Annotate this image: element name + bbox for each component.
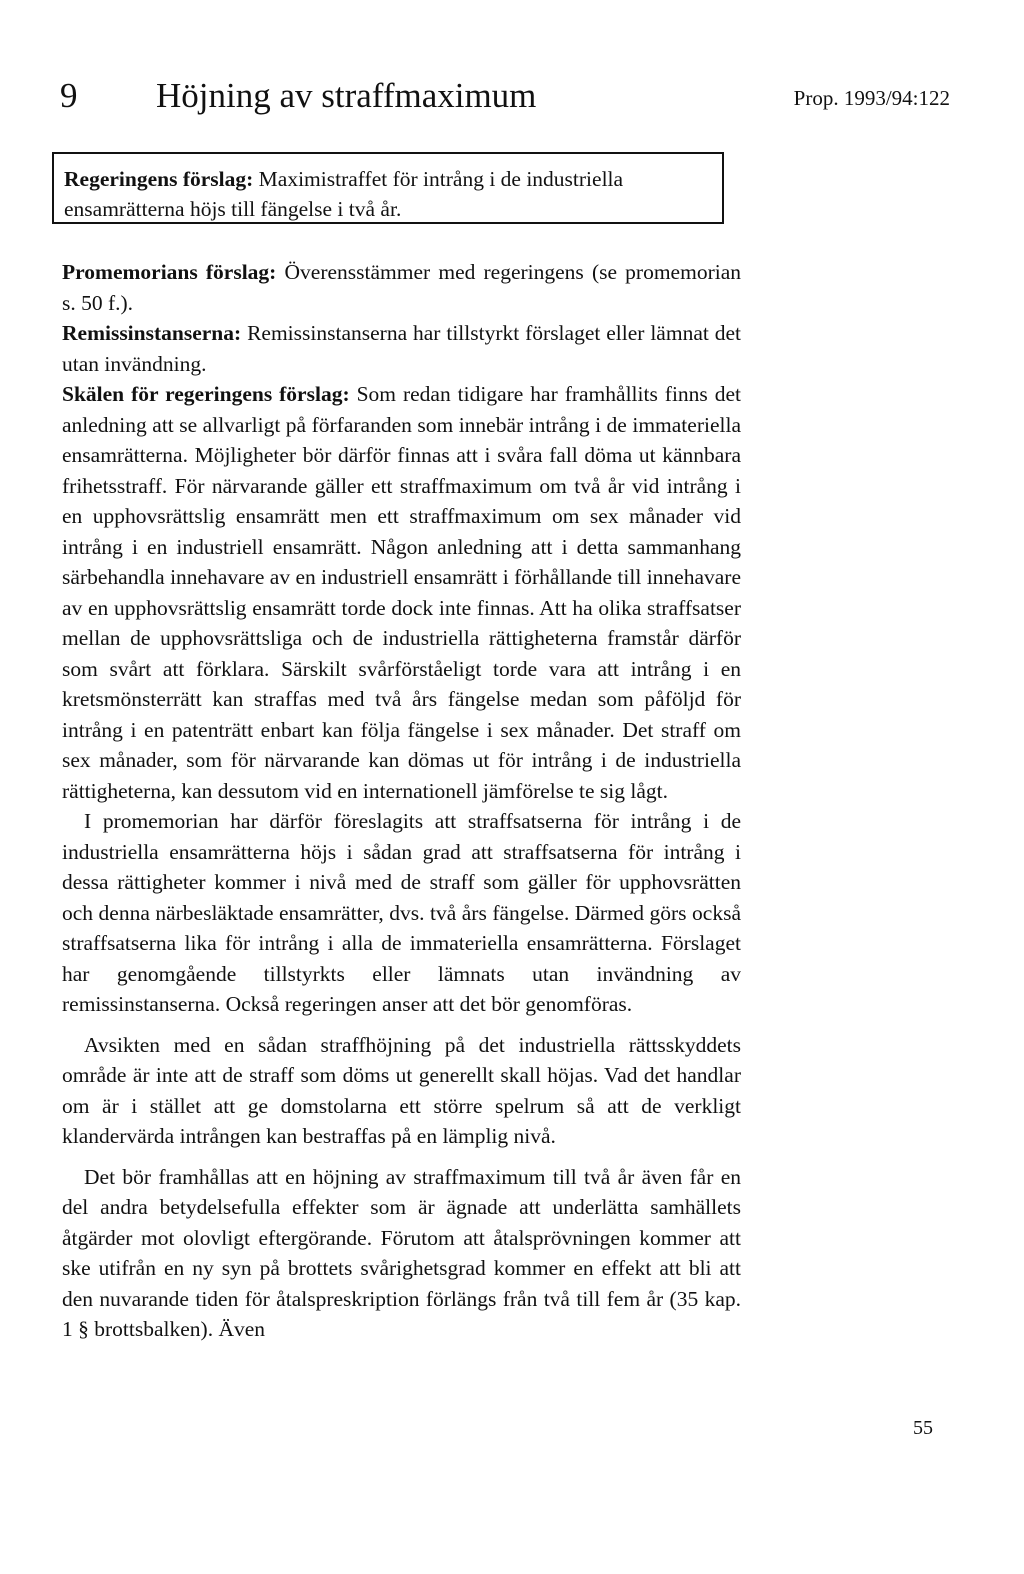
paragraph-avsikten — [62, 1030, 741, 1152]
paragraph-lead: Promemorians förslag: — [62, 260, 277, 284]
chapter-number: 9 — [60, 76, 78, 115]
paragraph-remissinstanser — [62, 318, 741, 379]
paragraph-effekter — [62, 1162, 741, 1345]
paragraph-lead: Remissinstanserna: — [62, 321, 242, 345]
box-lead: Regeringens förslag: — [64, 167, 254, 191]
paragraph-text: I promemorian har därför föreslagits att straffsatserna för intrång i de industriella ensamrätterna höjs i sådan grad att straffsatserna för intrång i dessa rättigheter kommer i nivå med de straff som gäller för upphovsrätten och denna närbesläktade ensamrätter, dvs. två års fängelse. Därmed görs också straffsatserna lika för intrång i alla de immateriella ensamrätterna. Förslaget har genomgående tillstyrkts eller lämnats utan invändning av remissinstanserna. Också regeringen anser att det bör genomföras. — [62, 809, 741, 1016]
paragraph-text: Remissinstanserna har tillstyrkt förslaget eller lämnat det utan invändning. — [62, 321, 741, 376]
paragraph-promemorian — [62, 806, 741, 1020]
paragraph-lead: Skälen för regeringens förslag: — [62, 382, 350, 406]
proposition-reference: Prop. 1993/94:122 — [793, 86, 950, 110]
paragraph-text: Avsikten med en sådan straffhöjning på det industriella rättsskyddets område är inte att de straff som döms ut generellt skall höjas. Vad det handlar om är i stället att ge domstolarna ett större spelrum så att de verkligt klandervärda intrången kan bestraffas på en lämplig nivå. — [62, 1032, 741, 1148]
government-proposal-box — [52, 152, 724, 224]
chapter-title: Höjning av straffmaximum — [156, 76, 537, 115]
paragraph-text: Som redan tidigare har framhållits finns det anledning att se allvarligt på förfaranden som innebär intrång i de immateriella ensamrätterna. Möjligheter bör därför finnas att i svåra fall döma ut kännbara frihetsstraff. För närvarande gäller ett straffmaximum om två år vid intrång i en upphovsrättslig ensamrätt men ett straffmaximum om sex månader vid intrång i en industriell ensamrätt. Någon anledning att i detta sammanhang särbehandla innehavare av en industriell ensamrätt i förhållande till innehavare av en upphovsrättslig ensamrätt torde dock inte finnas. Att ha olika straffsatser mellan de upphovsrättsliga och de industriella rättigheterna framstår därför som svårt att förklara. Särskilt svårförståeligt torde vara att intrång i en kretsmönsterrätt kan straffas med två års fängelse medan som påföljd för intrång i en patenträtt enbart kan följa fängelse i sex månader. Det straff om sex månader, som för närvarande kan dömas ut för intrång i de industriella rättigheterna, kan dessutom vid en internationell jämförelse te sig lågt. — [62, 382, 742, 803]
page-header — [60, 76, 950, 126]
paragraph-skalen — [62, 379, 741, 806]
paragraph-text: Det bör framhållas att en höjning av straffmaximum till två år även får en del andra betydelsefulla effekter som är ägnade att underlätta samhällets åtgärder mot olovligt eftergörande. Förutom att åtalsprövningen kommer att ske utifrån en ny syn på brottets svårighetsgrad kommer en effekt att bli att den nuvarande tiden för åtalspreskription förlängs från två till fem år (35 kap. 1 § brottsbalken). Även — [62, 1164, 741, 1341]
body-text — [62, 257, 741, 1345]
box-text: Maximistraffet för intrång i de industriella ensamrätterna höjs till fängelse i två år. — [64, 167, 624, 221]
page-number: 55 — [913, 1417, 933, 1439]
paragraph-text: Överensstämmer med regeringens (se promemorian s. 50 f.). — [62, 260, 741, 315]
paragraph-promemoria — [62, 257, 741, 318]
